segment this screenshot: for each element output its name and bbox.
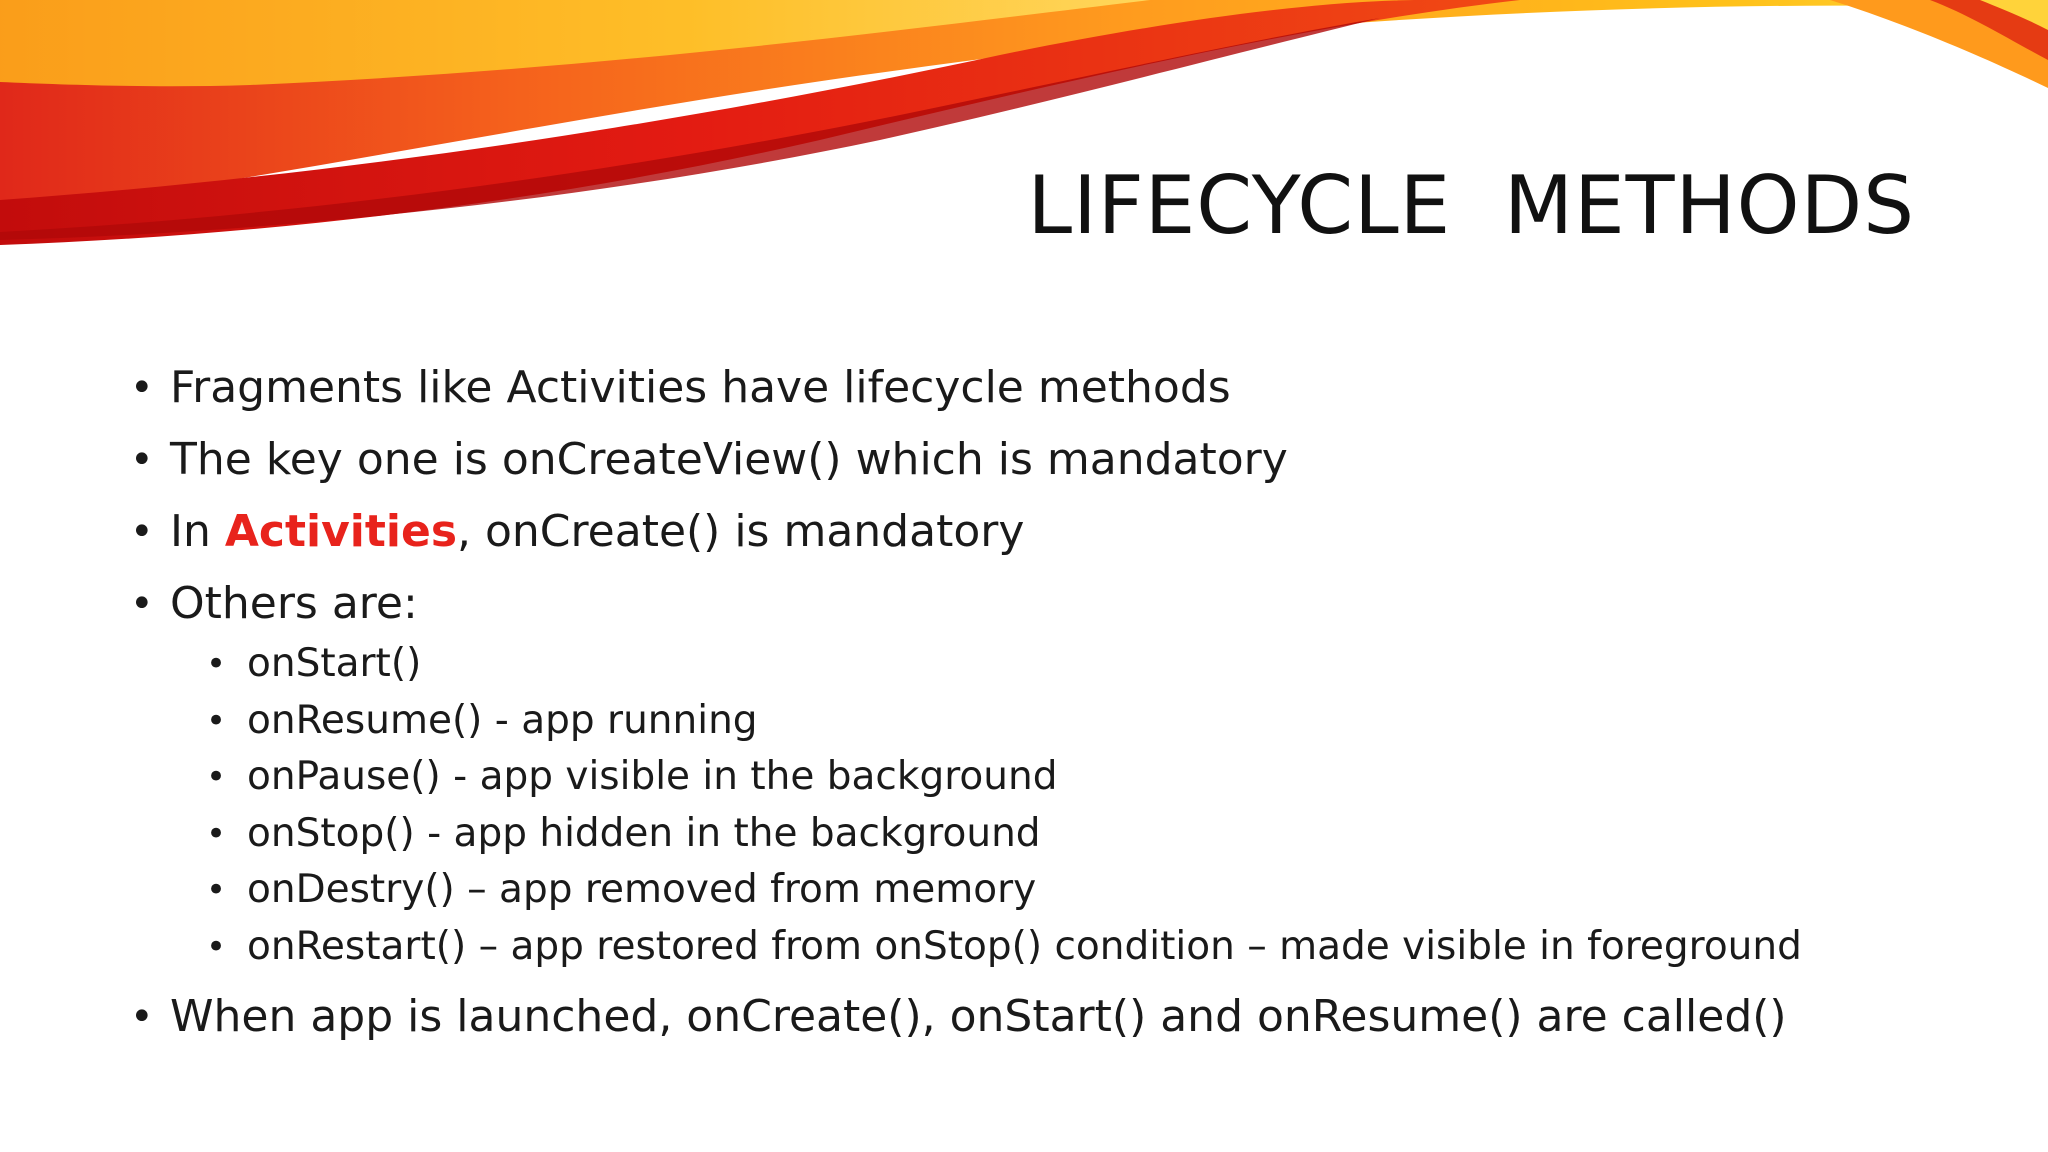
sub-bullet-text: onRestart() – app restored from onStop() condition – made visible in foreground bbox=[247, 923, 1802, 969]
sub-bullet-text: onDestry() – app removed from memory bbox=[247, 867, 1037, 912]
sub-bullet-glyph: • bbox=[206, 870, 227, 910]
sub-bullet-glyph: • bbox=[206, 757, 227, 797]
bullet-item bbox=[126, 568, 2006, 640]
sub-bullet-glyph: • bbox=[206, 926, 227, 967]
bullet-text-prefix: In bbox=[170, 506, 225, 557]
slide-title: LIFECYCLE METHODS bbox=[1027, 159, 1915, 252]
bullet-text: When app is launched, onCreate(), onStart() and onResume() are called() bbox=[170, 991, 1787, 1042]
sub-bullet-glyph: • bbox=[206, 644, 227, 684]
sub-bullet-list bbox=[126, 636, 2006, 975]
bullet-glyph: • bbox=[130, 994, 154, 1040]
sub-bullet-glyph: • bbox=[206, 813, 227, 854]
bullet-item bbox=[126, 981, 2006, 1053]
sub-bullet-item bbox=[126, 749, 2006, 806]
bullet-glyph: • bbox=[130, 509, 154, 555]
sub-bullet-glyph: • bbox=[206, 700, 227, 741]
sub-bullet-item bbox=[126, 636, 2006, 693]
bullet-glyph: • bbox=[130, 581, 154, 627]
sub-bullet-item bbox=[126, 693, 2006, 750]
bullet-text-suffix: , onCreate() is mandatory bbox=[457, 506, 1025, 557]
sub-bullet-text: onStop() - app hidden in the background bbox=[247, 810, 1041, 856]
bullet-item bbox=[126, 424, 2006, 496]
bullet-item bbox=[126, 352, 2006, 424]
sub-bullet-group bbox=[126, 636, 2006, 975]
sub-bullet-text: onStart() bbox=[247, 641, 422, 686]
bullet-text: Fragments like Activities have lifecycle methods bbox=[170, 362, 1231, 413]
decorative-swoosh bbox=[0, 0, 2048, 300]
sub-bullet-text: onResume() - app running bbox=[247, 697, 758, 743]
bullet-list bbox=[126, 352, 2006, 1053]
sub-bullet-text: onPause() - app visible in the background bbox=[247, 754, 1058, 799]
highlighted-term: Activities bbox=[224, 506, 458, 557]
sub-bullet-item bbox=[126, 806, 2006, 863]
bullet-text: The key one is onCreateView() which is mandatory bbox=[170, 434, 1288, 485]
sub-bullet-item bbox=[126, 919, 2006, 976]
sub-bullet-item bbox=[126, 862, 2006, 919]
bullet-glyph: • bbox=[130, 365, 154, 411]
bullet-text: Others are: bbox=[170, 578, 418, 629]
bullet-glyph: • bbox=[130, 437, 154, 483]
bullet-item bbox=[126, 496, 2006, 568]
